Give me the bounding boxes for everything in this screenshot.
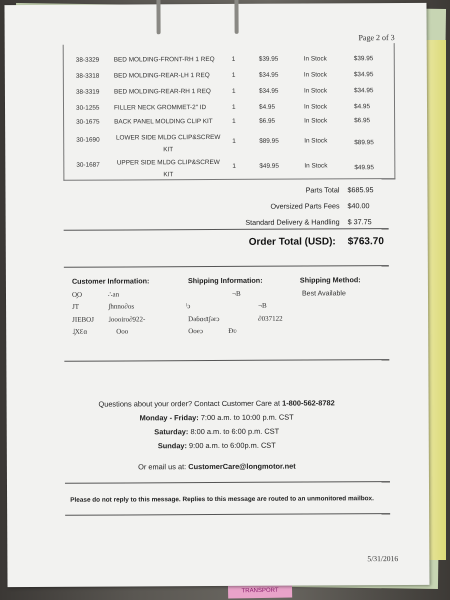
divider xyxy=(65,481,390,484)
oversized-fees-value: $40.00 xyxy=(347,201,370,211)
part-number: 38-3318 xyxy=(75,72,100,80)
stock-status: In Stock xyxy=(304,117,328,125)
stock-status: In Stock xyxy=(304,137,328,145)
part-number: 30-1687 xyxy=(76,161,100,169)
items-table xyxy=(63,43,396,181)
sunday-hours: 9:00 a.m. to 6:00p.m. CST xyxy=(186,440,276,451)
line-total: $34.95 xyxy=(353,71,374,79)
saturday-label: Saturday: xyxy=(154,427,189,437)
unit-price: $49.95 xyxy=(259,162,279,170)
sunday-label: Sunday: xyxy=(157,441,188,451)
hours-sunday xyxy=(47,440,387,451)
divider xyxy=(65,513,390,516)
line-total: $89.95 xyxy=(354,139,374,147)
unit-price: $34.95 xyxy=(258,87,279,95)
shipping-method-header: Shipping Method: xyxy=(299,275,361,285)
hours-saturday xyxy=(47,426,387,437)
line-total: $6.95 xyxy=(354,117,371,125)
unit-price: $34.95 xyxy=(258,71,279,79)
email-line xyxy=(47,461,387,472)
part-description: LOWER SIDE MLDG CLIP&SCREW KIT xyxy=(115,133,221,154)
binder-ring-icon xyxy=(234,0,238,34)
order-total-label: Order Total (USD): xyxy=(248,236,336,248)
quantity: 1 xyxy=(232,137,236,145)
divider xyxy=(64,228,389,231)
redacted-text: Đʋ xyxy=(228,326,237,335)
binder-ring-icon xyxy=(156,0,160,34)
quantity: 1 xyxy=(231,87,236,95)
customer-info-header: Customer Information: xyxy=(71,276,150,286)
line-total: $49.95 xyxy=(354,164,374,172)
stock-status: In Stock xyxy=(304,162,328,170)
part-description: BED MOLDING-REAR-LH 1 REQ xyxy=(113,72,210,80)
part-number: 30-1675 xyxy=(76,118,100,126)
table-row xyxy=(64,117,394,126)
redacted-text: ¬B xyxy=(258,301,267,310)
stock-status: In Stock xyxy=(303,55,327,63)
print-date: 5/31/2016 xyxy=(367,554,399,564)
table-row xyxy=(64,55,394,64)
divider xyxy=(64,359,389,362)
table-row xyxy=(64,103,394,112)
footer-note: Please do not reply to this message. Replies to this message are routed to an unmonitored mailbox. xyxy=(70,495,374,504)
quantity: 1 xyxy=(231,55,236,63)
part-description: BED MOLDING-REAR-RH 1 REQ xyxy=(113,88,211,96)
redacted-text: JT xyxy=(72,302,80,311)
redacted-text: Ooeɔ xyxy=(188,327,203,336)
quantity: 1 xyxy=(231,103,236,111)
line-total: $39.95 xyxy=(353,55,374,63)
part-description: FILLER NECK GROMMET-2" ID xyxy=(114,104,207,112)
contact-phone: 1-800-562-8782 xyxy=(282,398,335,408)
table-row xyxy=(64,87,394,96)
part-number: 30-1255 xyxy=(76,104,100,112)
part-number: 30-1690 xyxy=(76,136,100,144)
redacted-text: ˩̧XƐα xyxy=(72,327,88,336)
redacted-text: Dəɓɑʛtʃərɔ xyxy=(188,314,220,324)
redacted-text: ∴an xyxy=(107,290,120,299)
unit-price: $4.95 xyxy=(258,103,276,111)
stock-status: In Stock xyxy=(303,71,327,79)
redacted-text: ʃhnno∂os xyxy=(108,302,135,311)
part-number: 38-3319 xyxy=(75,88,100,96)
oversized-fees-label: Oversized Parts Fees xyxy=(270,201,340,211)
delivery-value: $ 37.75 xyxy=(347,217,372,227)
part-number: 38-3329 xyxy=(75,56,100,64)
stock-status: In Stock xyxy=(303,87,328,95)
weekday-label: Monday - Friday: xyxy=(139,413,199,423)
redacted-text: ∂037122 xyxy=(258,314,283,323)
invoice-page xyxy=(4,3,429,587)
stock-status: In Stock xyxy=(303,103,328,111)
quantity: 1 xyxy=(231,71,236,79)
yellow-page-edge xyxy=(426,40,446,560)
quantity: 1 xyxy=(232,117,236,125)
divider xyxy=(64,265,389,268)
email-prefix: Or email us at: xyxy=(138,462,189,472)
table-row xyxy=(64,131,394,154)
hours-weekday xyxy=(47,412,387,423)
part-description: UPPER SIDE MLDG CLIP&SCREW KIT xyxy=(116,158,220,179)
part-description: BACK PANEL MOLDING CLIP KIT xyxy=(114,118,213,126)
shipping-info-header: Shipping Information: xyxy=(187,275,263,286)
parts-total-label: Parts Total xyxy=(305,185,340,195)
redacted-text: ¬B xyxy=(231,289,241,298)
delivery-label: Standard Delivery & Handling xyxy=(245,217,340,227)
part-description: BED MOLDING-FRONT-RH 1 REQ xyxy=(113,56,215,64)
parts-total-value: $685.95 xyxy=(347,185,374,195)
redacted-text: ˡɔ xyxy=(186,302,191,311)
email-link[interactable]: CustomerCare@longmotor.net xyxy=(188,461,296,472)
redacted-text: Ooo xyxy=(116,327,129,336)
order-total-value: $763.70 xyxy=(347,236,384,248)
unit-price: $6.95 xyxy=(259,117,276,125)
saturday-hours: 8:00 a.m. to 6:00 p.m. CST xyxy=(188,426,280,437)
contact-question: Questions about your order? Contact Customer Care at xyxy=(98,398,283,409)
quantity: 1 xyxy=(232,162,236,170)
sticky-note-text: TRANSPORT xyxy=(241,587,279,595)
table-row xyxy=(64,71,394,80)
shipping-method-value: Best Available xyxy=(301,290,346,298)
redacted-text: JIEBOJ xyxy=(72,315,94,324)
line-total: $34.95 xyxy=(353,87,374,95)
weekday-hours: 7:00 a.m. to 10:00 p.m. CST xyxy=(198,412,294,423)
redacted-text: ˩oooiro∂922- xyxy=(108,315,146,324)
unit-price: $89.95 xyxy=(259,137,279,145)
page-number: Page 2 of 3 xyxy=(358,33,395,43)
line-total: $4.95 xyxy=(353,103,371,111)
redacted-text: O̧O xyxy=(71,290,83,299)
contact-line xyxy=(47,398,387,409)
unit-price: $39.95 xyxy=(258,55,279,63)
